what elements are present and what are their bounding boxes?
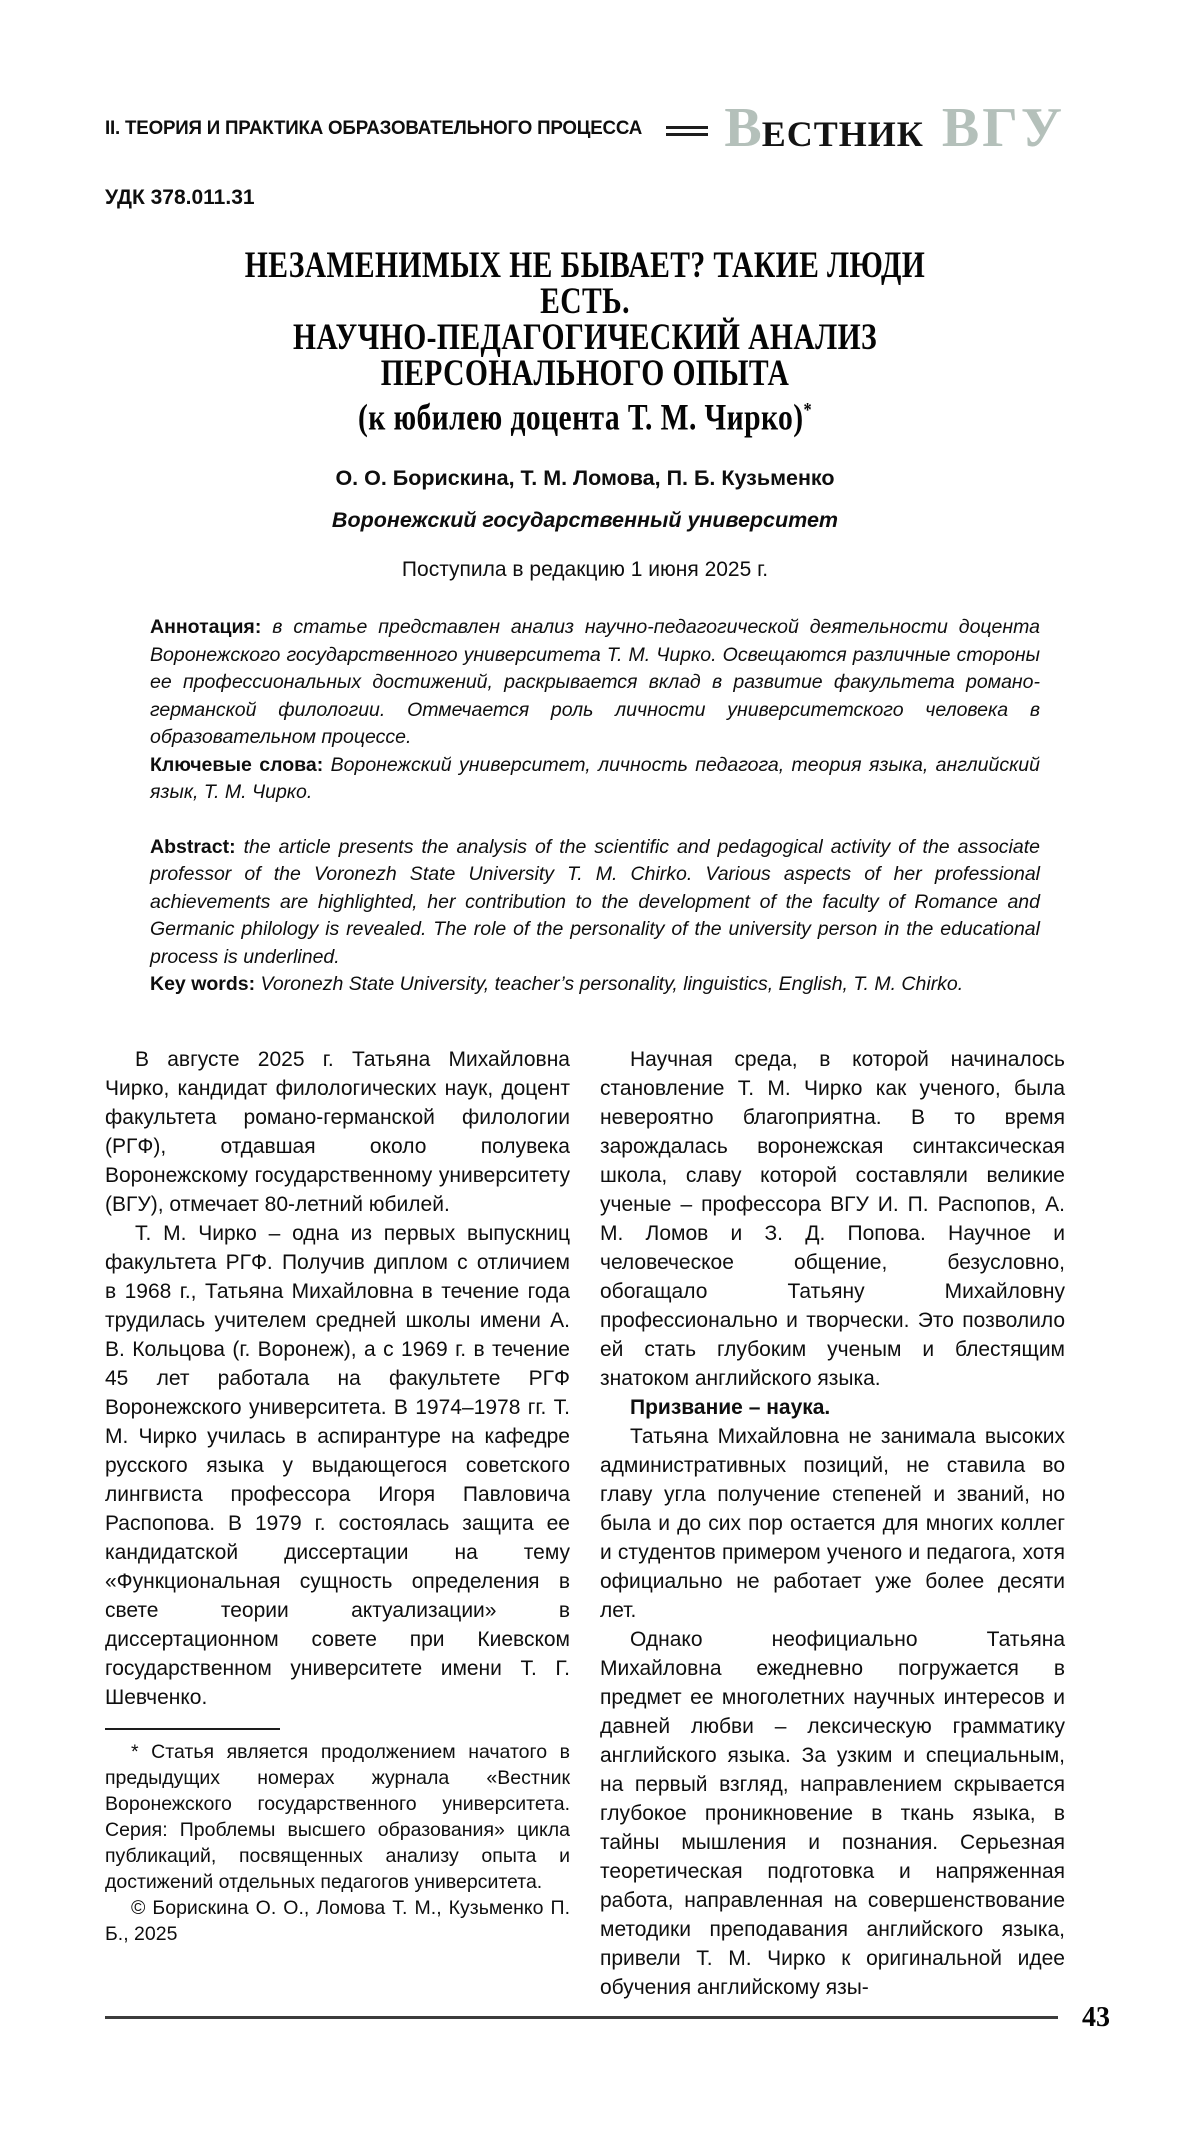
abstract-block [150, 834, 1040, 999]
title-line-3: ПЕРСОНАЛЬНОГО ОПЫТА [380, 353, 790, 394]
body-paragraph: Татьяна Михайловна не занимала высоких административных позиций, не ставила во главу угла получение степеней и званий, но была и до сих пор остается для многих коллег и студентов примером ученого и педагога, хотя официально не работает уже более десяти лет. [600, 1424, 1065, 1622]
body-paragraph: Однако неофициально Татьяна Михайловна ежедневно погружается в предмет ее многолетних научных интересов и давней любви – лексическую грамматику английского языка. За узким и специальным, на первый взгляд, направлением скрывается глубокое проникновение в ткань языка, в тайны мышления и познания. Серьезная теоретическая подготовка и напряженная работа, направленная на совершенствование методики преподавания английского языка, привели Т. М. Чирко к оригинальной идее обучения английскому язы- [600, 1627, 1065, 1999]
abstract-paragraph [150, 834, 1040, 972]
keywords-label: Ключевые слова: [150, 753, 324, 776]
footnote-rule [105, 1728, 280, 1730]
title-line-4 [201, 392, 969, 439]
abstract-label: Abstract: [150, 835, 236, 858]
annotation-block [150, 614, 1040, 807]
body-paragraph: Т. М. Чирко – одна из первых выпускниц факультета РГФ. Получив диплом с отличием в 1968 г., Татьяна Михайловна в течение года трудилась учителем средней школы имени А. В. Кольцова (г. Воронеж), а с 1969 г. в течение 45 лет работала на факультете РГФ Воронежского университета. В 1974–1978 гг. Т. М. Чирко училась в аспирантуре на кафедре русского языка у выдающегося советского лингвиста профессора Игоря Павловича Распопова. В 1979 г. состоялась защита ее кандидатской диссертации на тему «Функциональная сущность определения в свете теории актуализации» в диссертационном совете при Киевском государственном университете имени Т. Г. Шевченко. [105, 1221, 570, 1709]
annotation-paragraph [150, 614, 1040, 752]
udc-code: УДК 378.011.31 [105, 186, 255, 209]
logo-university-abbr: ВГУ [941, 97, 1065, 159]
keywords-text: Воронежский университет, личность педагога, теория языка, английский язык, Т. М. Чирко. [150, 753, 1040, 804]
article-title [105, 245, 1065, 439]
title-line-1: НЕЗАМЕНИМЫХ НЕ БЫВАЕТ? ТАКИЕ ЛЮДИ ЕСТЬ. [244, 245, 926, 322]
body-paragraph: Научная среда, в которой начиналось становление Т. М. Чирко как ученого, была невероятно благоприятна. В то время зарождалась воронежская синтаксическая школа, славу которой составляли великие ученые – профессора ВГУ И. П. Распопов, А. М. Ломов и З. Д. Попова. Научное и человеческое общение, безусловно, обогащало Татьяну Михайловну профессионально и творчески. Это позволило ей стать глубоким ученым и блестящим знатоком английского языка. [600, 1047, 1065, 1390]
footer-rule [105, 2016, 1058, 2019]
logo-initial-letter: В [724, 97, 762, 159]
key-words-paragraph [150, 971, 1040, 999]
title-line-4-text: (к юбилею доцента Т. М. Чирко) [357, 397, 804, 439]
title-footnote-marker: * [803, 399, 813, 421]
running-head-row [105, 97, 1065, 159]
body-columns [105, 1045, 1065, 2002]
key-words-text: Voronezh State University, teacher’s personality, linguistics, English, T. M. Chirko. [260, 973, 964, 996]
section-heading: Призвание – наука. [630, 1395, 831, 1419]
footnote-text: * Статья является продолжением начатого в предыдущих номерах журнала «Вестник Воронежского государственного университета. Серия: Проблемы высшего образования» цикла публикаций, посвященных анализу опыта и достижений отдельных педагогов университета. [105, 1740, 570, 1893]
annotation-text: в статье представлен анализ научно-педагогической деятельности доцента Воронежского государственного университета Т. М. Чирко. Освещаются различные стороны ее профессиональных достижений, раскрывается вклад в развитие факультета романо-германской филологии. Отмечается роль личности университетского человека в образовательном процессе. [150, 616, 1041, 749]
page-number: 43 [1082, 2001, 1110, 2033]
journal-logo [724, 97, 1065, 159]
annotation-label: Аннотация: [150, 616, 262, 639]
affiliation-line: Воронежский государственный университет [331, 508, 839, 533]
key-words-label: Key words: [150, 973, 256, 996]
left-column [105, 1045, 570, 2002]
logo-word-rest: ЕСТНИК [761, 114, 924, 154]
received-date-line: Поступила в редакцию 1 июня 2025 г. [401, 558, 769, 582]
abstract-text: the article presents the analysis of the scientific and pedagogical activity of the associate professor of the Voronezh State University T. M. Chirko. Various aspects of her professional achievements are highlighted, her contribution to the development of the faculty of Romance and Germanic philology is revealed. The role of the personality of the university person in the educational process is underlined. [150, 835, 1040, 968]
header-double-rule [666, 126, 708, 136]
keywords-paragraph [150, 752, 1040, 807]
footnote-block [105, 1728, 570, 1947]
page-footer [105, 2002, 1110, 2152]
right-column [600, 1045, 1065, 2002]
title-line-2: НАУЧНО-ПЕДАГОГИЧЕСКИЙ АНАЛИЗ [292, 317, 878, 358]
section-running-head: II. ТЕОРИЯ И ПРАКТИКА ОБРАЗОВАТЕЛЬНОГО ПРОЦЕССА [105, 116, 643, 139]
authors-line: О. О. Борискина, Т. М. Ломова, П. Б. Кузьменко [335, 466, 835, 491]
body-paragraph: В августе 2025 г. Татьяна Михайловна Чирко, кандидат филологических наук, доцент факультета романо-германской филологии (РГФ), отдавшая около полувека Воронежскому государственному университету (ВГУ), отмечает 80-летний юбилей. [105, 1047, 570, 1216]
copyright-line: © Борискина О. О., Ломова Т. М., Кузьменко П. Б., 2025 [105, 1896, 570, 1945]
